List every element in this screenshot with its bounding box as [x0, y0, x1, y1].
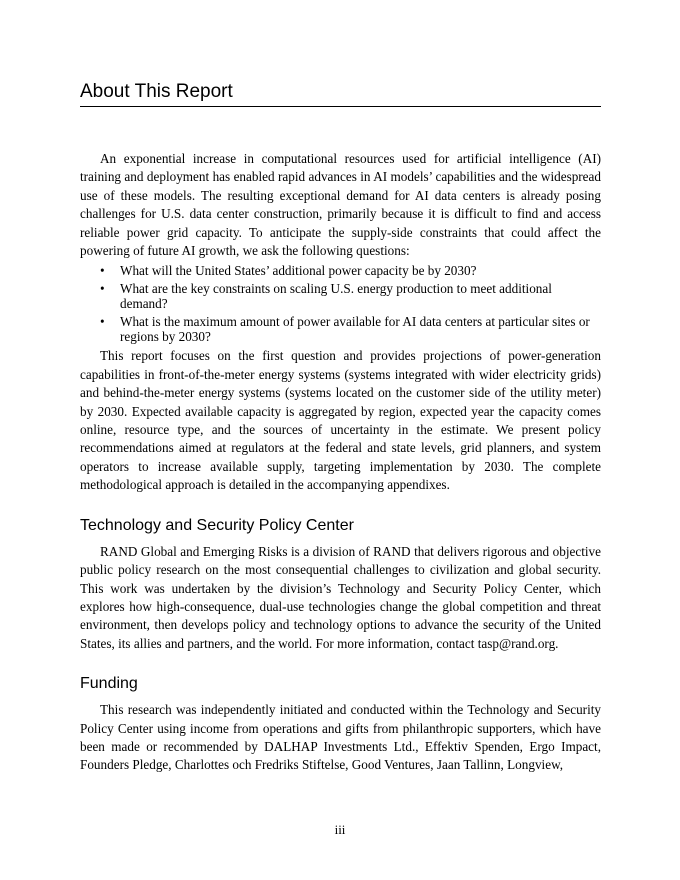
focus-paragraph: This report focuses on the first question and provides projections of power-generation capabilities in front-of-the-meter energy systems (systems integrated with wider electricity grids) and behind-the-meter energy systems (systems located on the customer side of the utility meter) by 2030. Expected available capacity is aggregated by region, expected year the capacity comes online, resource type, and the sources of uncertainty in the estimate. We present policy recommendations aimed at regulators at the federal and state levels, grid planners, and system operators to increase available supply, targeting implementation by 2030. The complete methodological approach is detailed in the accompanying appendixes.	[80, 348, 601, 493]
report-body	[80, 150, 601, 775]
center-paragraph: RAND Global and Emerging Risks is a division of RAND that delivers rigorous and objective public policy research on the most consequential challenges to civilization and global security. This work was undertaken by the division’s Technology and Security Policy Center, which explores how high-consequence, dual-use technologies change the global competition and threat environment, then develops policy and technology options to advance the security of the United States, its allies and partners, and the world. For more information, contact tasp@rand.org.	[80, 543, 601, 651]
center-heading: Technology and Security Policy Center	[80, 516, 354, 534]
page-number: iii	[334, 822, 346, 837]
intro-paragraph: An exponential increase in computational resources used for artificial intelligence (AI) training and deployment has enabled rapid advances in AI models’ capabilities and the widespread use of these models. The resulting exceptional demand for AI data centers is already posing challenges for U.S. data center construction, primarily because it is difficult to find and access reliable power grid capacity. To anticipate the supply-side constraints that could affect the powering of future AI growth, we ask the following questions:	[80, 151, 601, 259]
list-item: • What are the key constraints on scaling U.S. energy production to meet additional demand?	[120, 281, 601, 311]
list-item: • What will the United States’ additional power capacity be by 2030?	[120, 263, 601, 278]
list-item: • What is the maximum amount of power available for AI data centers at particular sites or regions by 2030?	[120, 314, 601, 344]
question-list	[80, 263, 601, 344]
funding-heading: Funding	[80, 675, 138, 693]
funding-paragraph: This research was independently initiated and conducted within the Technology and Security Policy Center using income from operations and gifts from philanthropic supporters, which have been made or recommended by DALHAP Investments Ltd., Effektiv Spenden, Ergo Impact, Founders Pledge, Charlottes och Fredriks Stiftelse, Good Ventures, Jaan Tallinn, Longview,	[80, 702, 601, 773]
page-title: About This Report	[80, 80, 601, 107]
